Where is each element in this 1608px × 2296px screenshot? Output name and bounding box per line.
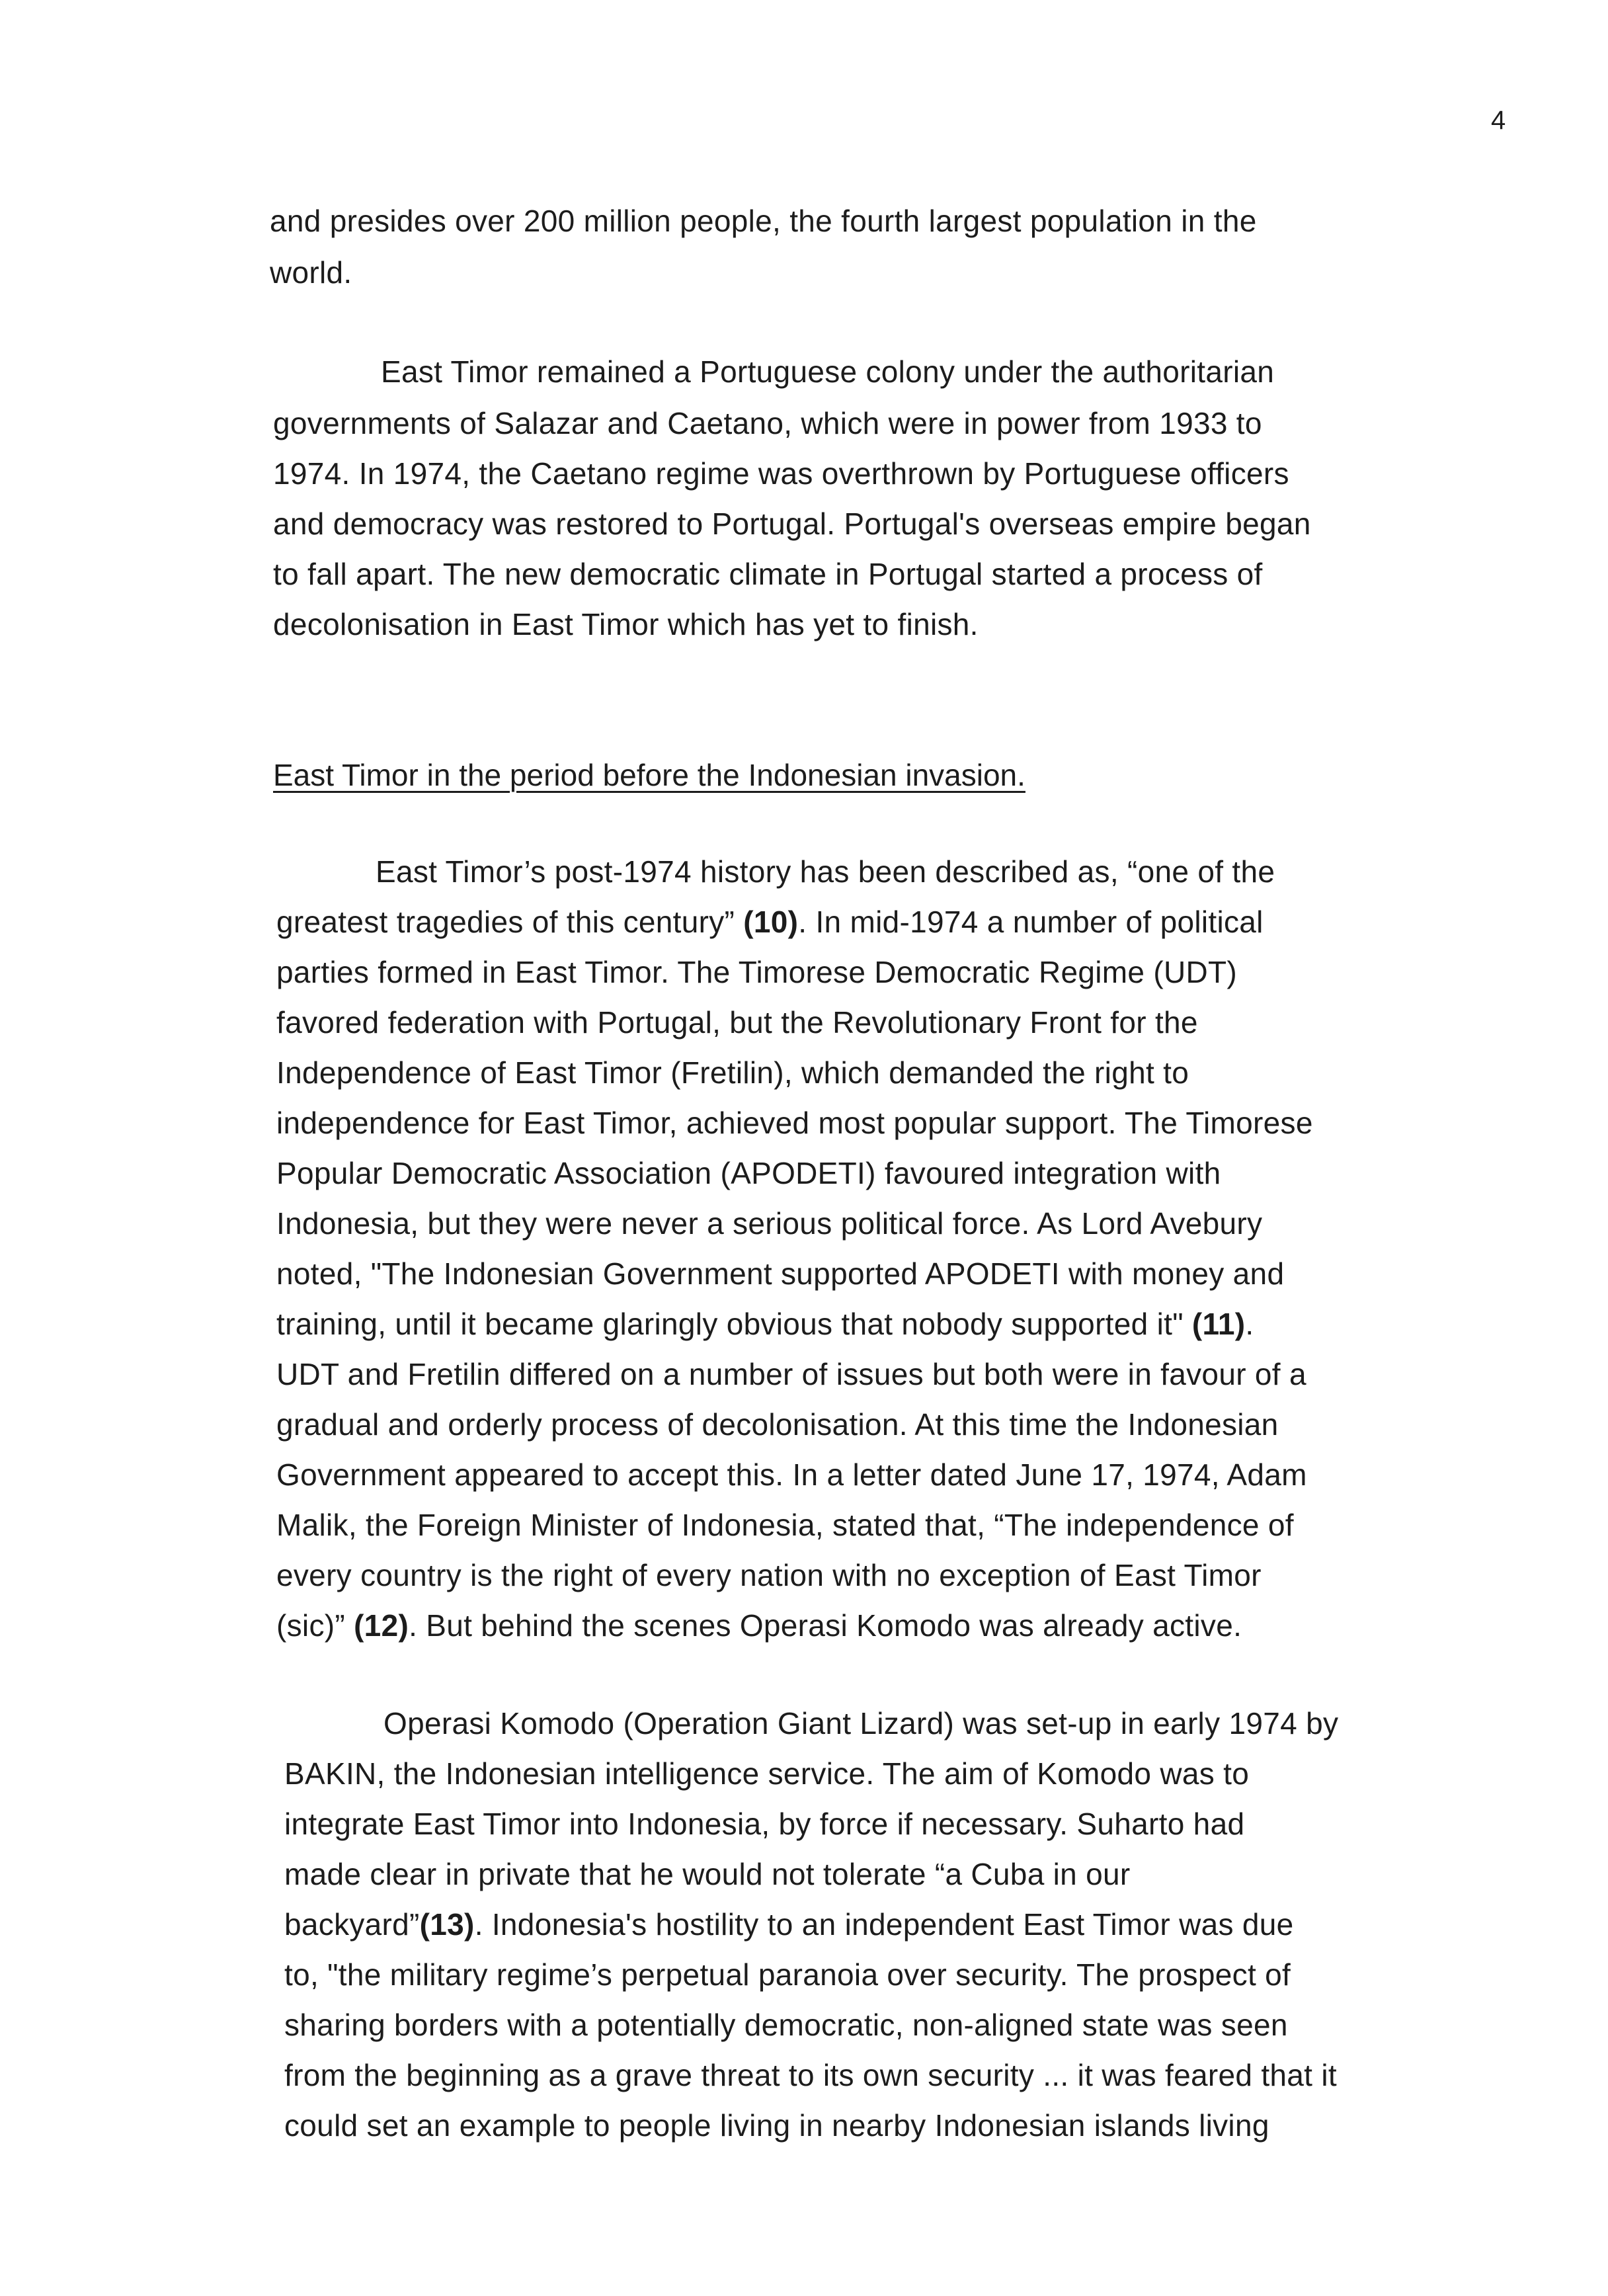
text-segment: training, until it became glaringly obvious that nobody supported it" <box>276 1307 1192 1341</box>
paragraph-3-line-7: Popular Democratic Association (APODETI) favoured integration with <box>276 1156 1221 1190</box>
paragraph-4-line-6: to, "the military regime’s perpetual paranoia over security. The prospect of <box>284 1957 1291 1992</box>
paragraph-2-line-2: governments of Salazar and Caetano, which were in power from 1933 to <box>273 406 1262 440</box>
text-segment: . But behind the scenes Operasi Komodo was already active. <box>409 1608 1242 1643</box>
citation-ref: (12) <box>354 1608 409 1643</box>
paragraph-2-line-5: to fall apart. The new democratic climate in Portugal started a process of <box>273 557 1263 591</box>
text-segment: backyard” <box>284 1907 420 1942</box>
paragraph-3-line-12: gradual and orderly process of decolonisation. At this time the Indonesian <box>276 1407 1279 1442</box>
text-segment: (sic)” <box>276 1608 354 1643</box>
paragraph-3-line-5: Independence of East Timor (Fretilin), which demanded the right to <box>276 1055 1189 1090</box>
paragraph-4-line-2: BAKIN, the Indonesian intelligence service. The aim of Komodo was to <box>284 1756 1250 1791</box>
paragraph-4-line-9: could set an example to people living in nearby Indonesian islands living <box>284 2108 1269 2143</box>
paragraph-3-line-8: Indonesia, but they were never a serious political force. As Lord Avebury <box>276 1206 1263 1241</box>
paragraph-3-line-1: East Timor’s post-1974 history has been described as, “one of the <box>376 854 1275 889</box>
paragraph-4-line-8: from the beginning as a grave threat to its own security ... it was feared that it <box>284 2058 1337 2092</box>
citation-ref: (11) <box>1191 1307 1246 1341</box>
text-segment: . <box>1245 1307 1254 1341</box>
paragraph-4-line-5 <box>284 1905 1294 1944</box>
paragraph-2-line-1: East Timor remained a Portuguese colony under the authoritarian <box>381 354 1275 389</box>
citation-ref: (10) <box>743 905 799 939</box>
text-segment: . Indonesia's hostility to an independent East Timor was due <box>474 1907 1294 1942</box>
paragraph-2-line-4: and democracy was restored to Portugal. Portugal's overseas empire began <box>273 507 1311 541</box>
paragraph-3-line-4: favored federation with Portugal, but the Revolutionary Front for the <box>276 1005 1198 1040</box>
paragraph-2-line-3: 1974. In 1974, the Caetano regime was overthrown by Portuguese officers <box>273 456 1289 491</box>
text-segment: greatest tragedies of this century” <box>276 905 744 939</box>
paragraph-4-line-3: integrate East Timor into Indonesia, by force if necessary. Suharto had <box>284 1807 1245 1841</box>
paragraph-4-line-1: Operasi Komodo (Operation Giant Lizard) was set-up in early 1974 by <box>383 1706 1339 1741</box>
paragraph-3-line-9: noted, "The Indonesian Government supported APODETI with money and <box>276 1256 1285 1291</box>
paragraph-3-line-13: Government appeared to accept this. In a letter dated June 17, 1974, Adam <box>276 1457 1307 1492</box>
paragraph-4-line-4: made clear in private that he would not tolerate “a Cuba in our <box>284 1857 1131 1891</box>
paragraph-3-line-14: Malik, the Foreign Minister of Indonesia, stated that, “The independence of <box>276 1508 1294 1542</box>
section-heading: East Timor in the period before the Indonesian invasion. <box>273 758 1025 792</box>
page-number: 4 <box>1491 106 1506 135</box>
text-segment: . In mid-1974 a number of political <box>798 905 1264 939</box>
citation-ref: (13) <box>419 1907 475 1942</box>
paragraph-1-line-2: world. <box>270 255 352 290</box>
paragraph-1-line-1: and presides over 200 million people, the fourth largest population in the <box>270 204 1257 238</box>
paragraph-3-line-15: every country is the right of every nation with no exception of East Timor <box>276 1558 1262 1592</box>
paragraph-4-line-7: sharing borders with a potentially democratic, non-aligned state was seen <box>284 2008 1288 2042</box>
paragraph-3-line-11: UDT and Fretilin differed on a number of issues but both were in favour of a <box>276 1357 1306 1391</box>
paragraph-3-line-10 <box>276 1304 1254 1344</box>
paragraph-3-line-2 <box>276 902 1264 942</box>
paragraph-3-line-16 <box>276 1606 1242 1645</box>
paragraph-3-line-3: parties formed in East Timor. The Timorese Democratic Regime (UDT) <box>276 955 1238 989</box>
paragraph-3-line-6: independence for East Timor, achieved most popular support. The Timorese <box>276 1106 1313 1140</box>
paragraph-2-line-6: decolonisation in East Timor which has yet to finish. <box>273 607 979 641</box>
